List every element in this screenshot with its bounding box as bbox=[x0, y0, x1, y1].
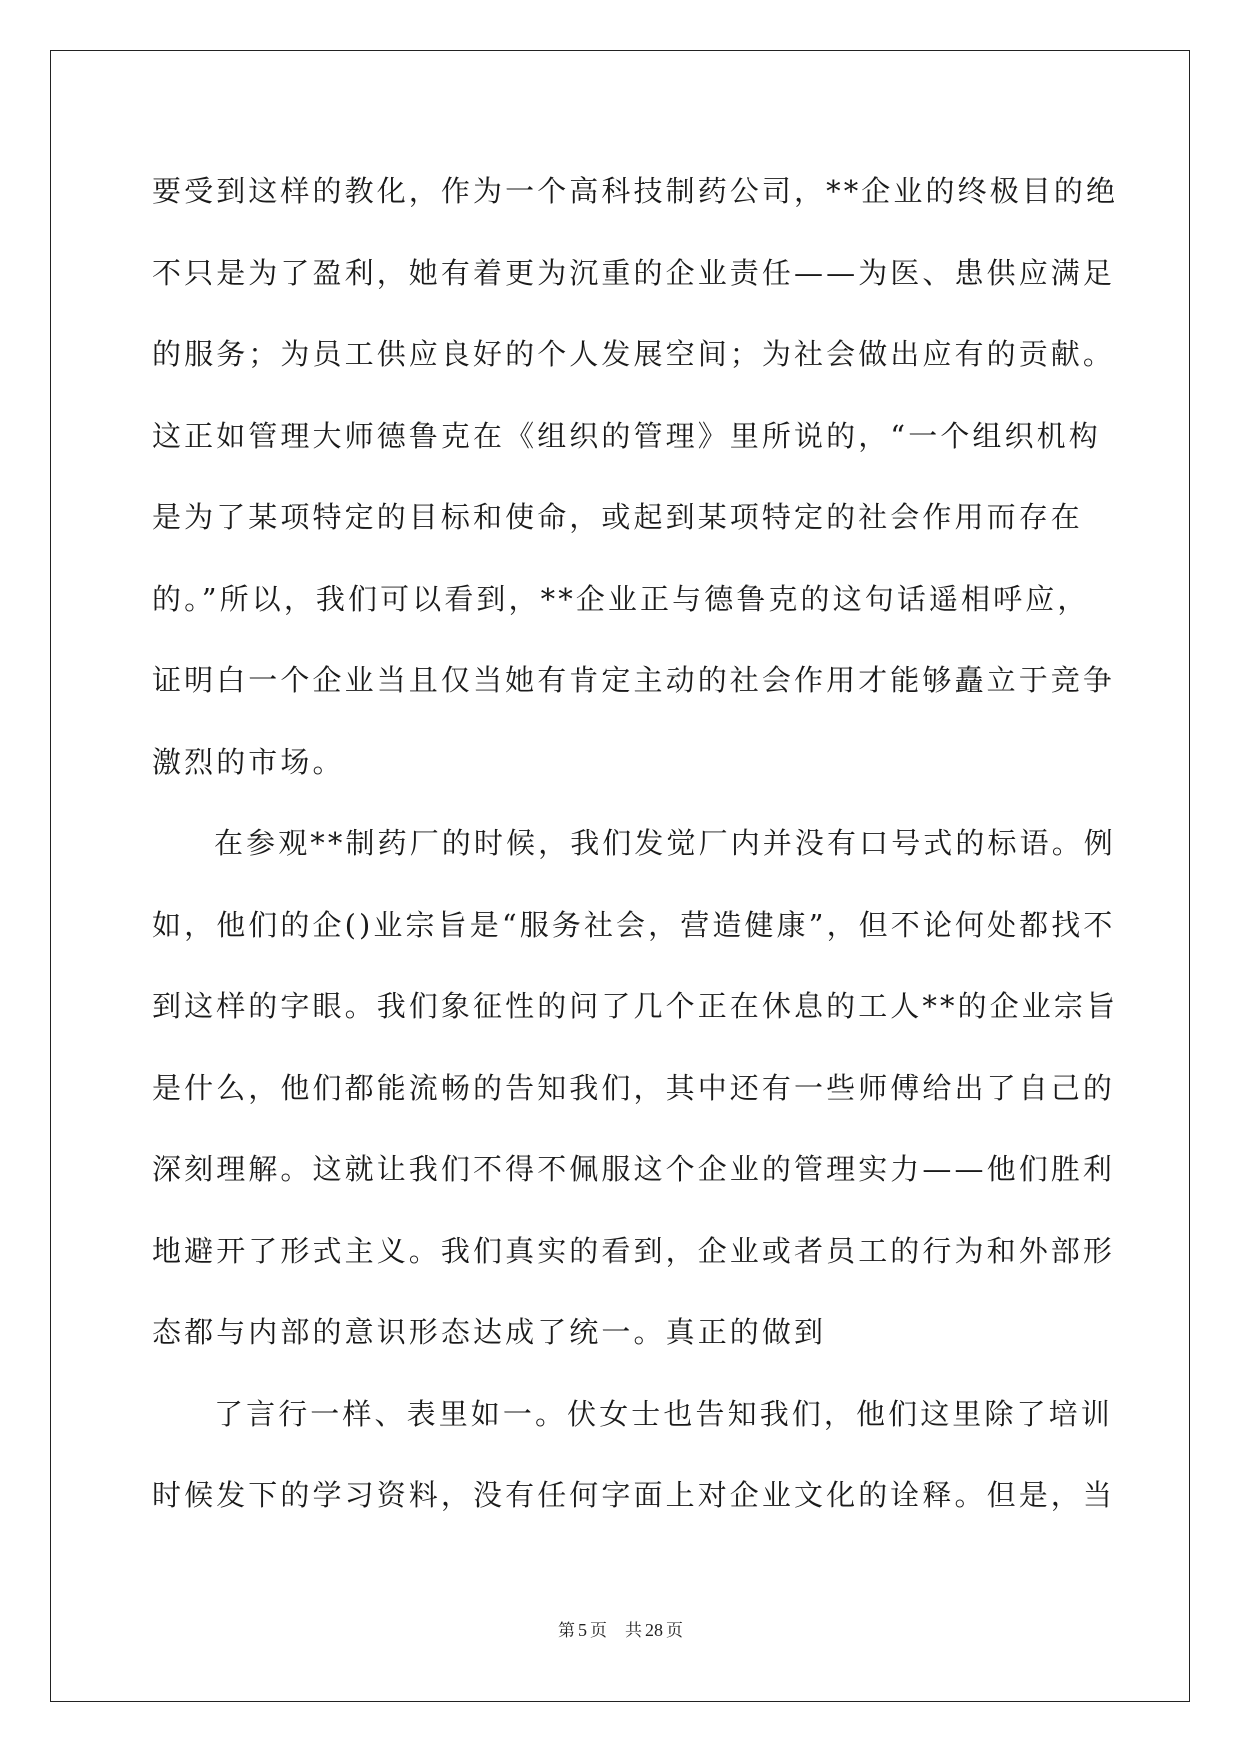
text-line: 是为了某项特定的目标和使命，或起到某项特定的社会作用而存在 bbox=[152, 500, 1083, 534]
total-prefix: 共 bbox=[625, 1621, 642, 1641]
text-line: 到这样的字眼。我们象征性的问了几个正在休息的工人**的企业宗旨 bbox=[152, 989, 1119, 1023]
text-line: 要受到这样的教化，作为一个高科技制药公司，**企业的终极目的绝 bbox=[152, 174, 1119, 208]
text-line: 不只是为了盈利，她有着更为沉重的企业责任——为医、患供应满足 bbox=[152, 255, 1116, 290]
text-line: 的服务；为员工供应良好的个人发展空间；为社会做出应有的贡献。 bbox=[152, 337, 1116, 371]
paragraph-first-line: 了言行一样、表里如一。伏女士也告知我们，他们这里除了培训 bbox=[214, 1396, 1113, 1431]
page-suffix: 页 bbox=[590, 1621, 607, 1641]
text-line: 证明白一个企业当且仅当她有肯定主动的社会作用才能够矗立于竞争 bbox=[152, 663, 1116, 697]
text-line: 深刻理解。这就让我们不得不佩服这个企业的管理实力——他们胜利 bbox=[152, 1152, 1116, 1186]
text-line: 如，他们的企()业宗旨是“服务社会，营造健康”，但不论何处都找不 bbox=[152, 907, 1116, 942]
text-line: 时候发下的学习资料，没有任何字面上对企业文化的诠释。但是，当 bbox=[152, 1478, 1116, 1512]
page-prefix: 第 bbox=[558, 1621, 575, 1641]
text-line: 激烈的市场。 bbox=[152, 744, 345, 779]
text-line: 态都与内部的意识形态达成了统一。真正的做到 bbox=[152, 1315, 827, 1349]
paragraph-first-line: 在参观**制药厂的时候，我们发觉厂内并没有口号式的标语。例 bbox=[214, 826, 1116, 860]
document-body bbox=[152, 165, 1119, 1551]
text-line: 这正如管理大师德鲁克在《组织的管理》里所说的，“一个组织机构 bbox=[152, 418, 1101, 453]
text-line: 地避开了形式主义。我们真实的看到，企业或者员工的行为和外部形 bbox=[152, 1233, 1116, 1268]
page-footer bbox=[0, 1616, 1241, 1641]
text-line: 的。”所以，我们可以看到，**企业正与德鲁克的这句话遥相呼应， bbox=[152, 581, 1090, 616]
total-suffix: 页 bbox=[666, 1621, 683, 1641]
text-line: 是什么，他们都能流畅的告知我们，其中还有一些师傅给出了自己的 bbox=[152, 1070, 1116, 1105]
total-pages: 28 bbox=[645, 1620, 663, 1640]
page-number: 5 bbox=[578, 1620, 587, 1640]
